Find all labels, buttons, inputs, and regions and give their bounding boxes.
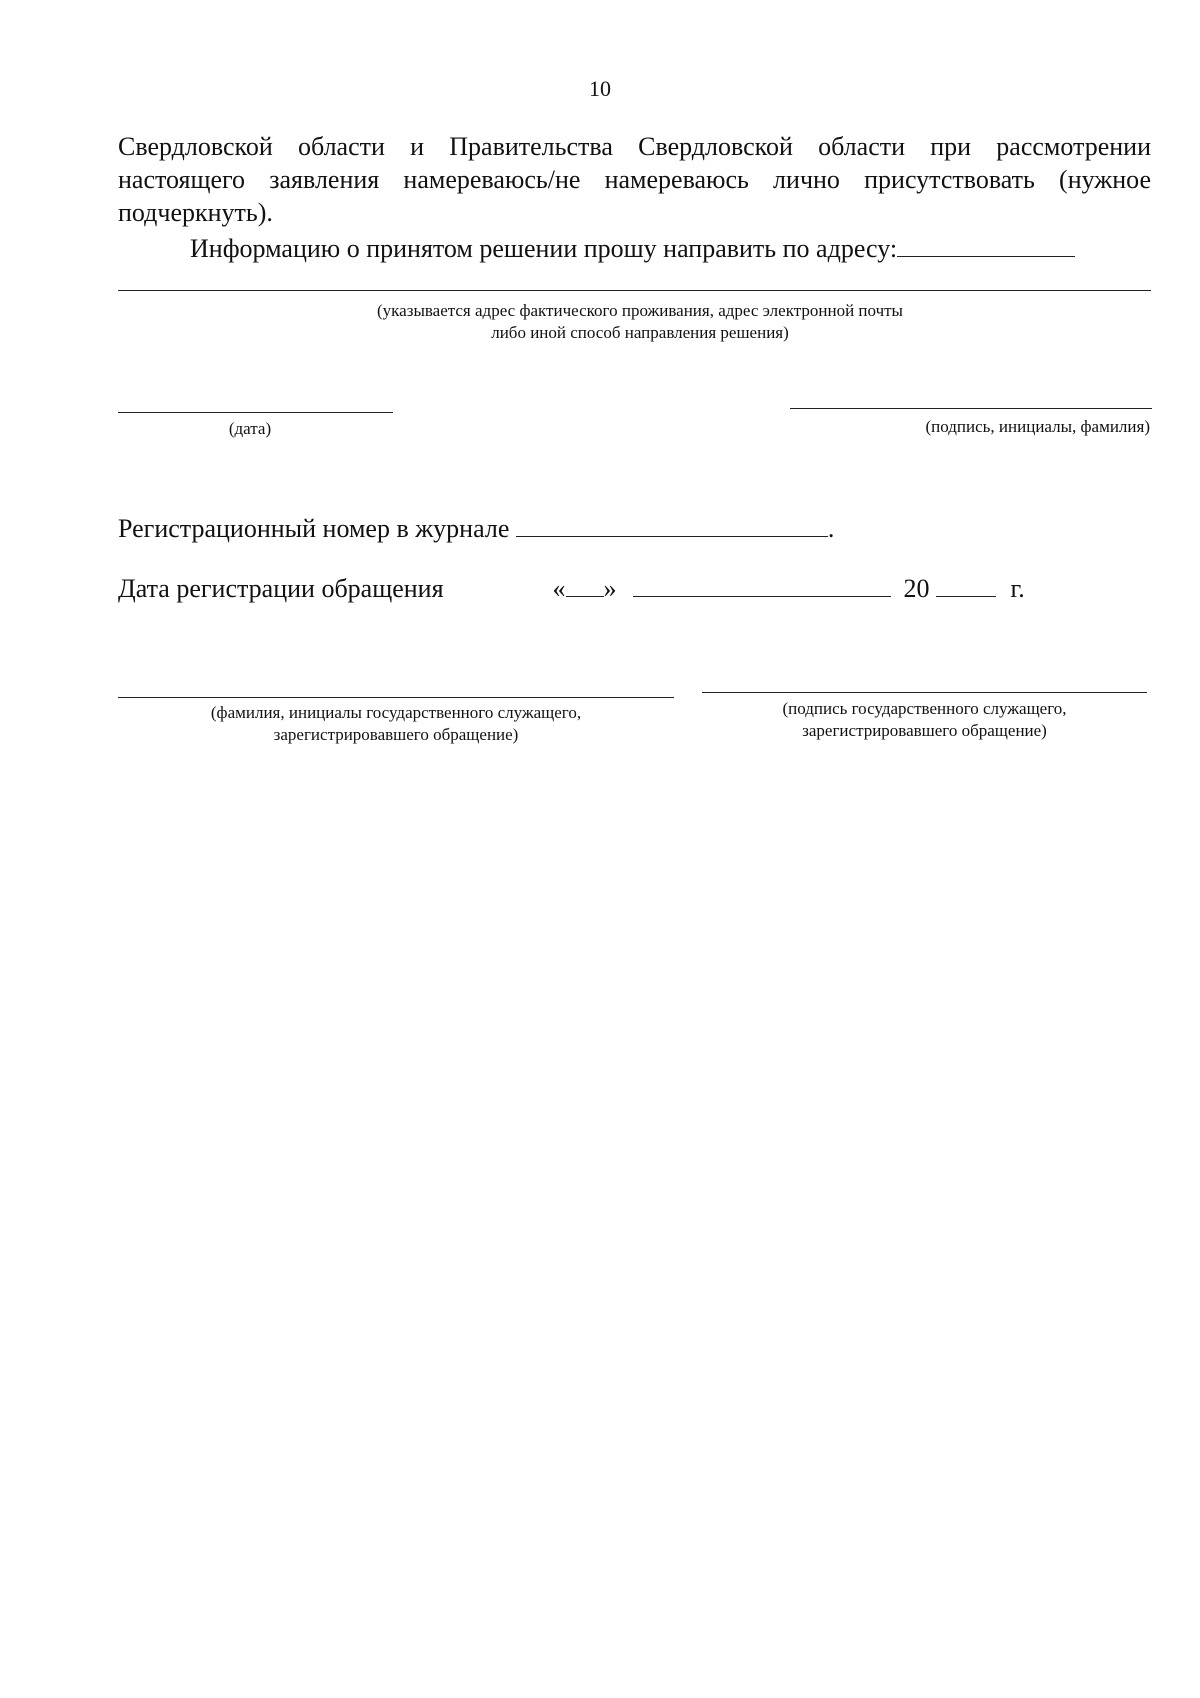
date-close-quote: » <box>603 574 617 603</box>
registration-number-row <box>118 510 834 545</box>
year-suffix: г. <box>1010 574 1025 603</box>
paragraph-line-1: Свердловской области и Правительства Свердловской области при рассмотрении <box>118 132 1151 161</box>
paragraph-line-3: подчеркнуть). <box>118 198 273 227</box>
signature-caption: (подпись, инициалы, фамилия) <box>925 417 1150 436</box>
registration-date-row <box>118 570 1158 605</box>
date-caption: (дата) <box>228 419 272 438</box>
address-caption-line-2: либо иной способ направления решения) <box>491 323 789 342</box>
official-name-caption-line-1: (фамилия, инициалы государственного служащего, <box>210 703 582 722</box>
official-signature-caption-line-1: (подпись государственного служащего, <box>782 699 1067 718</box>
info-request-text: Информацию о принятом решении прошу направить по адресу: <box>190 234 898 263</box>
official-signature-blank-line[interactable] <box>702 692 1147 693</box>
address-blank-inline[interactable] <box>897 230 1075 257</box>
address-caption <box>240 300 1040 344</box>
page-number: 10 <box>589 76 611 101</box>
month-blank[interactable] <box>633 570 891 597</box>
address-caption-line-1: (указывается адрес фактического проживания, адрес электронной почты <box>377 301 903 320</box>
registration-number-blank[interactable] <box>516 510 828 537</box>
registration-number-suffix: . <box>827 514 835 543</box>
address-blank-line[interactable] <box>118 290 1151 291</box>
date-open-quote: « <box>552 574 566 603</box>
info-request-line <box>118 230 1151 265</box>
year-prefix: 20 <box>903 574 930 603</box>
official-name-caption <box>118 702 674 746</box>
day-blank[interactable] <box>566 570 604 597</box>
registration-number-label: Регистрационный номер в журнале <box>118 514 510 543</box>
paragraph-line-2: настоящего заявления намереваюсь/не намереваюсь лично присутствовать (нужное <box>118 165 1151 194</box>
date-blank-line[interactable] <box>118 412 393 413</box>
official-name-blank-line[interactable] <box>118 697 674 698</box>
official-signature-caption <box>702 698 1147 742</box>
intro-paragraph <box>118 130 1151 229</box>
official-signature-caption-line-2: зарегистрировавшего обращение) <box>802 721 1047 740</box>
official-name-caption-line-2: зарегистрировавшего обращение) <box>273 725 519 744</box>
signature-blank-line[interactable] <box>790 408 1152 409</box>
registration-date-label: Дата регистрации обращения <box>118 574 444 603</box>
year-blank[interactable] <box>936 570 996 597</box>
